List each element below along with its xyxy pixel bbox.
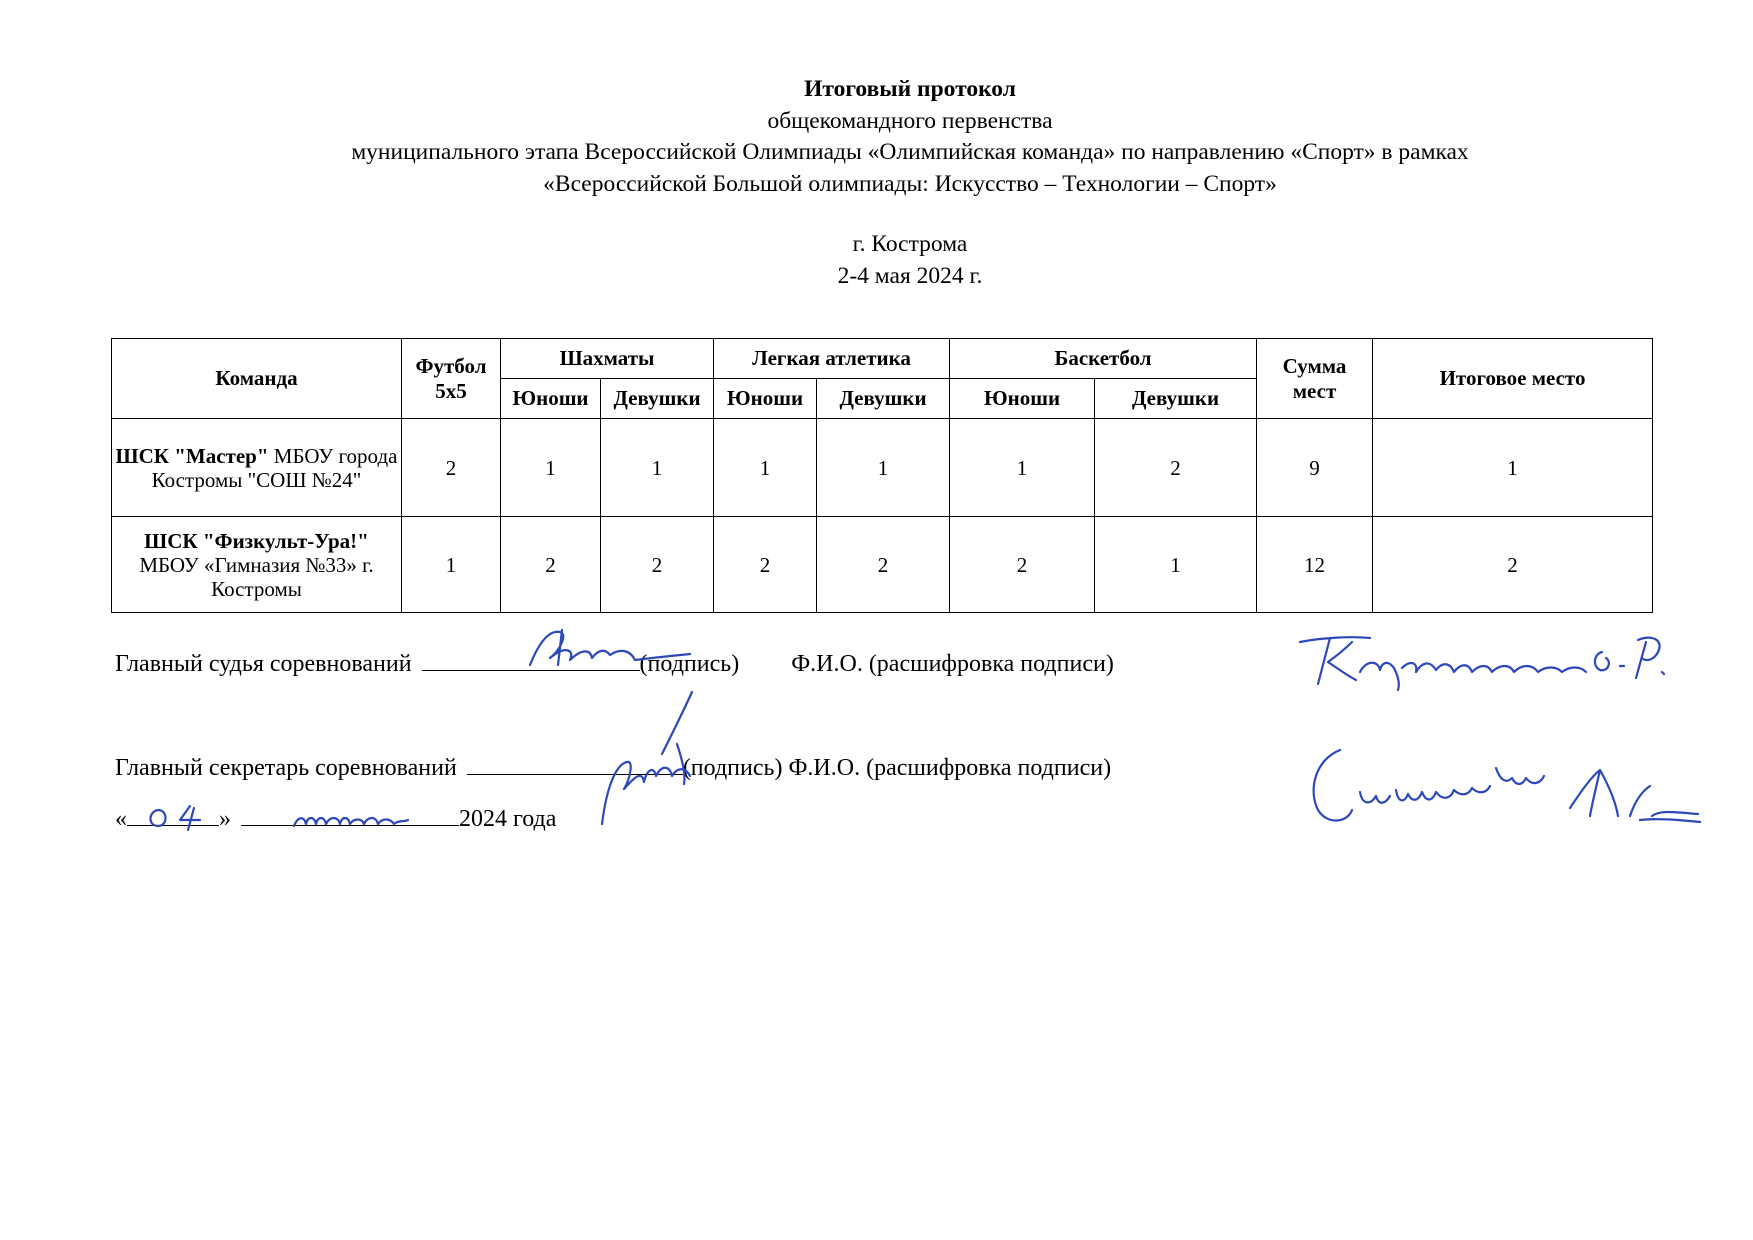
team-name: ШСК "Мастер"	[115, 443, 269, 468]
team-school: МБОУ города Костромы "СОШ №24"	[151, 443, 398, 492]
chess-boys-cell: 2	[501, 517, 601, 613]
football-cell: 2	[402, 419, 501, 517]
place-cell: 1	[1373, 419, 1653, 517]
judge-signature	[520, 620, 700, 680]
basketball-girls-header: Девушки	[1095, 379, 1257, 419]
date-close-quote: »	[219, 806, 231, 832]
results-table	[111, 338, 1653, 613]
place-cell: 2	[1373, 517, 1653, 613]
secretary-signature-hint: (подпись)	[682, 755, 783, 781]
judge-label: Главный судья соревнований	[115, 651, 412, 677]
header-row-1	[112, 339, 1653, 379]
judge-fio-hint: Ф.И.О. (расшифровка подписи)	[791, 651, 1114, 677]
athletics-girls-cell: 2	[817, 517, 950, 613]
col-athletics-header: Легкая атлетика	[714, 339, 950, 379]
subtitle-line-3: «Всероссийской Большой олимпиады: Искусство – Технологии – Спорт»	[543, 170, 1277, 197]
secretary-fio-hint: Ф.И.О. (расшифровка подписи)	[788, 755, 1112, 781]
col-chess-header: Шахматы	[501, 339, 714, 379]
football-cell: 1	[402, 517, 501, 613]
secretary-label: Главный секретарь соревнований	[115, 755, 457, 781]
chess-girls-header: Девушки	[601, 379, 714, 419]
basketball-girls-cell: 2	[1095, 419, 1257, 517]
athletics-boys-header: Юноши	[714, 379, 817, 419]
table-row	[112, 419, 1653, 517]
subtitle-line-2: муниципального этапа Всероссийской Олимпиады «Олимпийская команда» по направлению «Спорт» в рамках	[351, 139, 1469, 165]
basketball-boys-cell: 2	[950, 517, 1095, 613]
date-month-handwritten	[290, 806, 410, 832]
athletics-girls-cell: 1	[817, 419, 950, 517]
col-basketball-header: Баскетбол	[950, 339, 1257, 379]
col-team-header: Команда	[112, 339, 402, 419]
athletics-girls-header: Девушки	[817, 379, 950, 419]
subtitle-line-1: общекомандного первенства	[767, 107, 1053, 134]
team-name: ШСК "Физкульт-Ура!"	[144, 528, 369, 553]
chess-girls-cell: 1	[601, 419, 714, 517]
basketball-girls-cell: 1	[1095, 517, 1257, 613]
date-open-quote: «	[115, 806, 127, 832]
col-sum-header: Сумма мест	[1257, 339, 1373, 419]
table-row	[112, 517, 1653, 613]
city: г. Кострома	[852, 231, 968, 257]
chess-boys-header: Юноши	[501, 379, 601, 419]
team-cell	[112, 517, 402, 613]
secretary-name-handwritten	[1300, 730, 1700, 840]
team-cell	[112, 419, 402, 517]
protocol-heading	[0, 74, 1753, 292]
date-day-handwritten	[140, 802, 230, 832]
event-dates: 2-4 мая 2024 г.	[837, 262, 983, 289]
athletics-boys-cell: 2	[714, 517, 817, 613]
sum-cell: 9	[1257, 419, 1373, 517]
date-year: 2024 года	[459, 806, 557, 832]
athletics-boys-cell: 1	[714, 419, 817, 517]
col-place-header: Итоговое место	[1373, 339, 1653, 419]
judge-name-handwritten	[1290, 622, 1690, 692]
document-title: Итоговый протокол	[804, 76, 1016, 102]
chess-boys-cell: 1	[501, 419, 601, 517]
basketball-boys-header: Юноши	[950, 379, 1095, 419]
col-football-header: Футбол 5х5	[402, 339, 501, 419]
chess-girls-cell: 2	[601, 517, 714, 613]
judge-signature-hint: (подпись)	[639, 651, 740, 677]
team-school: МБОУ «Гимназия №33» г. Костромы	[139, 552, 374, 601]
basketball-boys-cell: 1	[950, 419, 1095, 517]
secretary-signature	[582, 684, 742, 834]
sum-cell: 12	[1257, 517, 1373, 613]
